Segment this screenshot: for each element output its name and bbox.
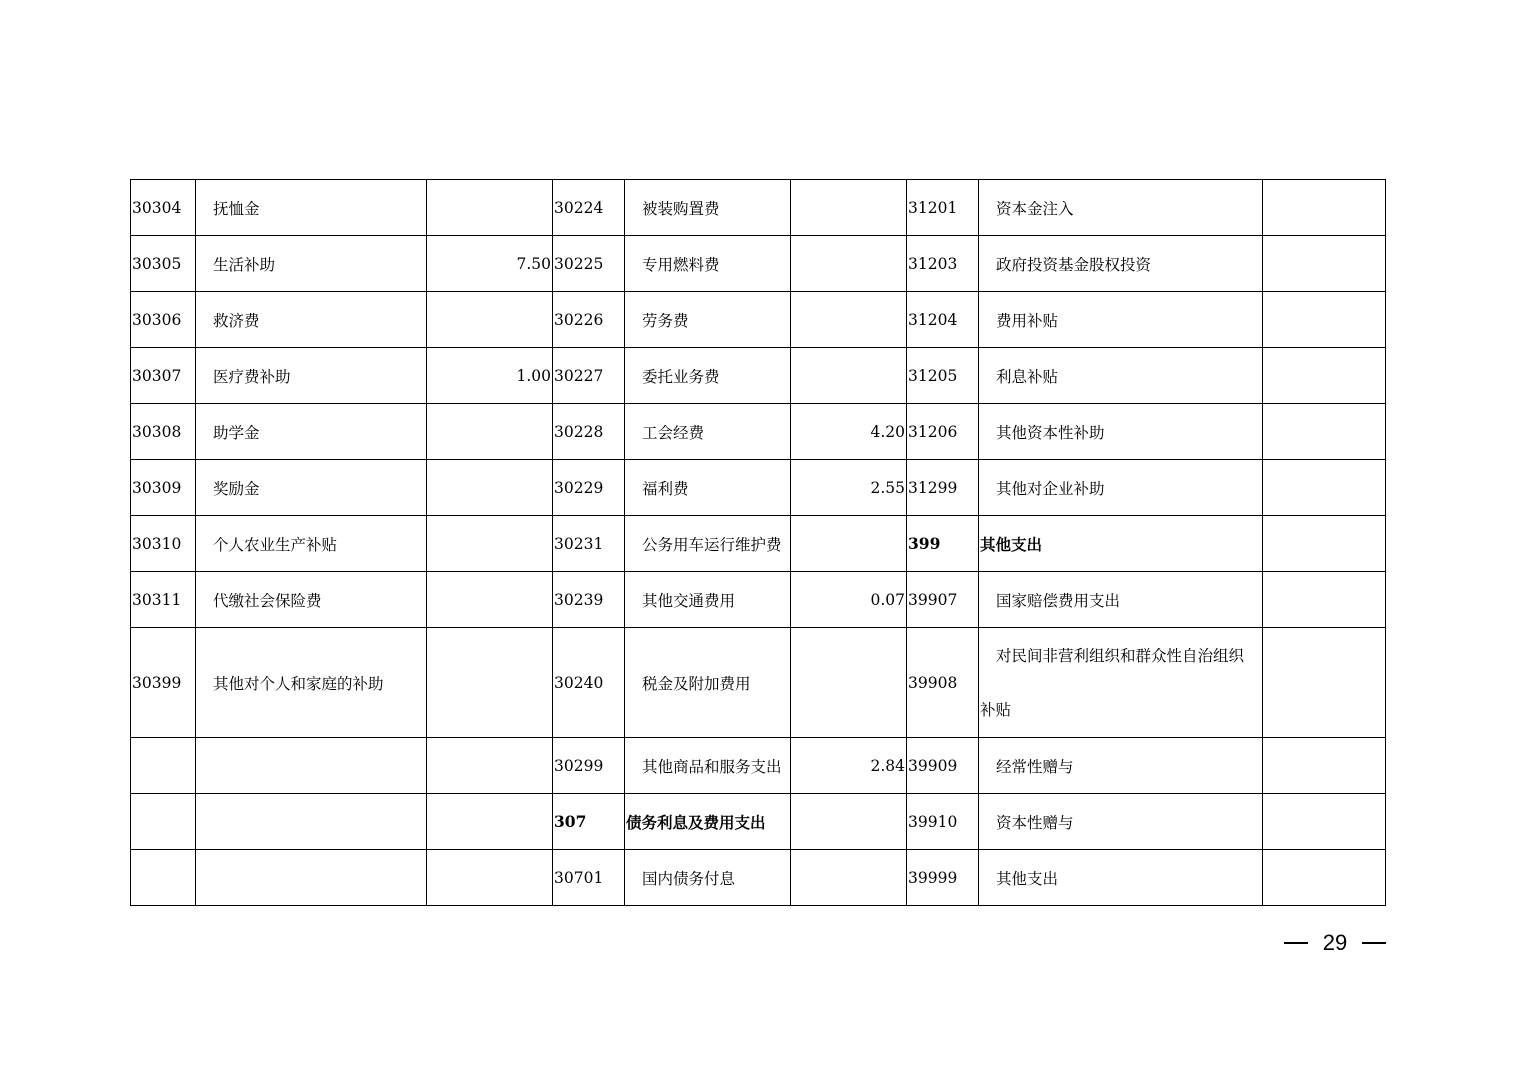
code-cell: 30305 [131,236,196,292]
name-cell: 费用补贴 [979,292,1263,348]
name-cell: 福利费 [625,460,791,516]
amount-cell [427,628,553,738]
code-cell: 30399 [131,628,196,738]
code-cell: 30299 [553,738,625,794]
name-cell: 生活补助 [196,236,427,292]
name-cell: 资本金注入 [979,180,1263,236]
amount-cell [1263,794,1386,850]
amount-cell [1263,572,1386,628]
category-code-cell: 307 [553,794,625,850]
name-cell: 委托业务费 [625,348,791,404]
name-cell: 税金及附加费用 [625,628,791,738]
amount-cell: 0.07 [791,572,907,628]
amount-cell [1263,348,1386,404]
code-cell: 39908 [907,628,979,738]
name-cell: 对民间非营利组织和群众性自治组织补贴 [979,628,1263,738]
name-cell: 公务用车运行维护费 [625,516,791,572]
name-cell: 助学金 [196,404,427,460]
amount-cell [1263,292,1386,348]
amount-cell [1263,460,1386,516]
amount-cell [427,180,553,236]
table-row [131,572,1386,628]
code-cell: 30309 [131,460,196,516]
amount-cell: 2.84 [791,738,907,794]
name-cell: 国内债务付息 [625,850,791,906]
amount-cell [791,516,907,572]
code-cell: 30307 [131,348,196,404]
table-row [131,236,1386,292]
code-cell: 30228 [553,404,625,460]
name-cell [196,738,427,794]
name-cell: 其他交通费用 [625,572,791,628]
amount-cell [1263,628,1386,738]
amount-cell [791,236,907,292]
code-cell [131,738,196,794]
table-row [131,292,1386,348]
amount-cell [1263,738,1386,794]
name-cell: 其他商品和服务支出 [625,738,791,794]
category-name-cell: 其他支出 [979,516,1263,572]
name-cell [196,794,427,850]
name-cell: 其他资本性补助 [979,404,1263,460]
code-cell: 30311 [131,572,196,628]
name-cell: 专用燃料费 [625,236,791,292]
name-cell: 资本性赠与 [979,794,1263,850]
code-cell: 30231 [553,516,625,572]
amount-cell [427,738,553,794]
name-cell: 奖励金 [196,460,427,516]
name-cell: 其他支出 [979,850,1263,906]
table-row [131,628,1386,738]
code-cell: 31201 [907,180,979,236]
table-row [131,738,1386,794]
amount-cell [791,628,907,738]
amount-cell [1263,236,1386,292]
code-cell: 31203 [907,236,979,292]
name-cell: 救济费 [196,292,427,348]
amount-cell [427,572,553,628]
name-cell: 劳务费 [625,292,791,348]
code-cell: 30308 [131,404,196,460]
code-cell: 39999 [907,850,979,906]
amount-cell [427,850,553,906]
amount-cell [427,460,553,516]
name-cell: 被装购置费 [625,180,791,236]
page-number-text: 29 [1322,930,1348,955]
name-cell: 医疗费补助 [196,348,427,404]
amount-cell: 2.55 [791,460,907,516]
name-cell: 其他对个人和家庭的补助 [196,628,427,738]
code-cell: 30306 [131,292,196,348]
amount-cell [791,850,907,906]
amount-cell [791,292,907,348]
category-code-cell: 399 [907,516,979,572]
name-cell: 其他对企业补助 [979,460,1263,516]
table-row [131,180,1386,236]
code-cell [131,794,196,850]
page-number [1284,926,1386,960]
name-cell: 代缴社会保险费 [196,572,427,628]
table-row [131,460,1386,516]
name-cell: 个人农业生产补贴 [196,516,427,572]
table-row [131,404,1386,460]
amount-cell [791,348,907,404]
code-cell: 31206 [907,404,979,460]
code-cell [131,850,196,906]
amount-cell [427,404,553,460]
page-number-dash-right [1362,942,1386,944]
name-cell: 经常性赠与 [979,738,1263,794]
code-cell: 30226 [553,292,625,348]
amount-cell [1263,404,1386,460]
code-cell: 30229 [553,460,625,516]
table-row [131,516,1386,572]
code-cell: 31299 [907,460,979,516]
code-cell: 31204 [907,292,979,348]
amount-cell [427,794,553,850]
name-cell: 抚恤金 [196,180,427,236]
code-cell: 30239 [553,572,625,628]
amount-cell [1263,850,1386,906]
code-cell: 30240 [553,628,625,738]
name-cell: 工会经费 [625,404,791,460]
table-row [131,794,1386,850]
table-row [131,850,1386,906]
name-cell [196,850,427,906]
amount-cell: 1.00 [427,348,553,404]
category-name-cell: 债务利息及费用支出 [625,794,791,850]
code-cell: 31205 [907,348,979,404]
name-cell: 利息补贴 [979,348,1263,404]
budget-table [130,179,1386,906]
amount-cell: 4.20 [791,404,907,460]
code-cell: 30304 [131,180,196,236]
code-cell: 30310 [131,516,196,572]
name-cell: 国家赔偿费用支出 [979,572,1263,628]
code-cell: 39909 [907,738,979,794]
code-cell: 30225 [553,236,625,292]
table-row [131,348,1386,404]
amount-cell: 7.50 [427,236,553,292]
page-number-dash-left [1284,942,1308,944]
amount-cell [791,180,907,236]
amount-cell [1263,516,1386,572]
code-cell: 30224 [553,180,625,236]
amount-cell [791,794,907,850]
code-cell: 39910 [907,794,979,850]
code-cell: 30227 [553,348,625,404]
code-cell: 30701 [553,850,625,906]
amount-cell [427,516,553,572]
amount-cell [1263,180,1386,236]
code-cell: 39907 [907,572,979,628]
name-cell: 政府投资基金股权投资 [979,236,1263,292]
amount-cell [427,292,553,348]
